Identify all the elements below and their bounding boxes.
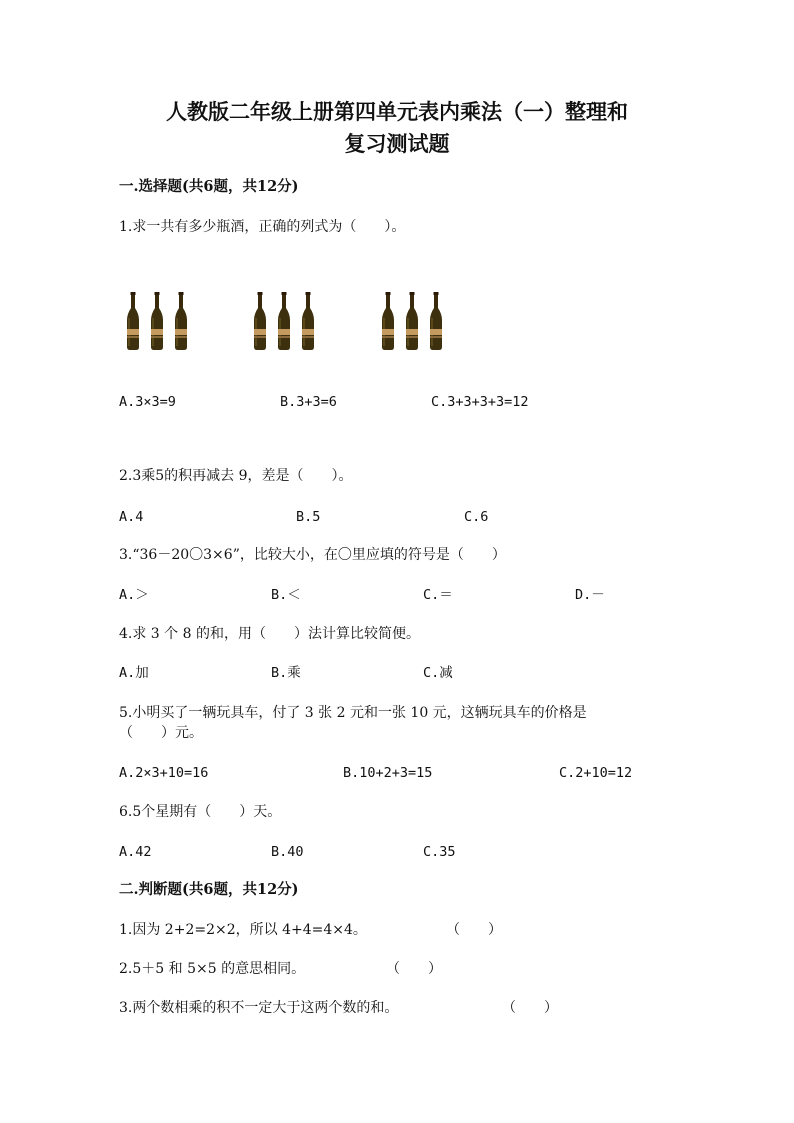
bottle-group-1: [124, 292, 190, 350]
wine-bottle-icon: [299, 292, 317, 350]
question-4-stem: 4.求 3 个 8 的和，用（ ）法计算比较简便。: [119, 626, 420, 642]
judge-3-stem: 3.两个数相乘的积不一定大于这两个数的和。: [119, 1000, 399, 1016]
wine-bottle-icon: [427, 292, 445, 350]
question-1-option-b: B.3+3=6: [280, 394, 337, 410]
judge-2-blank: （ ）: [386, 961, 442, 977]
section-heading-choice: 一.选择题(共6题，共12分): [119, 178, 299, 195]
question-3-option-d: D.－: [575, 587, 605, 603]
section-heading-judge: 二.判断题(共6题，共12分): [119, 881, 299, 898]
wine-bottle-icon: [403, 292, 421, 350]
judge-1-stem: 1.因为 2+2=2×2，所以 4+4=4×4。: [119, 922, 367, 938]
question-1-stem: 1.求一共有多少瓶酒，正确的列式为（ ）。: [119, 219, 406, 235]
question-5-stem-line-2: （ ）元。: [119, 725, 203, 741]
question-3-option-c: C.＝: [423, 587, 453, 603]
question-6-option-b: B.40: [271, 844, 304, 860]
question-2-stem: 2.3乘5的积再减去 9，差是（ ）。: [119, 468, 353, 484]
question-2-option-b: B.5: [296, 509, 321, 525]
question-4-option-c: C.减: [423, 665, 453, 681]
question-1-option-a: A.3×3=9: [119, 394, 176, 410]
question-6-option-c: C.35: [423, 844, 456, 860]
wine-bottle-icon: [275, 292, 293, 350]
page-title: [0, 96, 794, 160]
question-3-stem: 3.“36－20〇3×6”，比较大小，在〇里应填的符号是（ ）: [119, 547, 506, 563]
question-2-option-a: A.4: [119, 509, 144, 525]
title-line-1: 人教版二年级上册第四单元表内乘法（一）整理和: [166, 99, 628, 124]
question-2-option-c: C.6: [464, 509, 489, 525]
question-5-option-a: A.2×3+10=16: [119, 765, 209, 781]
question-6-option-a: A.42: [119, 844, 152, 860]
question-3-option-b: B.＜: [271, 587, 301, 603]
wine-bottle-icon: [251, 292, 269, 350]
judge-2-stem: 2.5＋5 和 5×5 的意思相同。: [119, 961, 306, 977]
wine-bottle-icon: [379, 292, 397, 350]
question-4-option-b: B.乘: [271, 665, 301, 681]
question-3-option-a: A.＞: [119, 587, 149, 603]
question-5-option-b: B.10+2+3=15: [343, 765, 433, 781]
bottle-group-3: [379, 292, 445, 350]
question-1-option-c: C.3+3+3+3=12: [431, 394, 529, 410]
question-6-stem: 6.5个星期有（ ）天。: [119, 804, 282, 820]
title-line-2: 复习测试题: [344, 131, 450, 156]
wine-bottle-icon: [148, 292, 166, 350]
wine-bottle-icon: [124, 292, 142, 350]
bottle-group-2: [251, 292, 317, 350]
question-5-option-c: C.2+10=12: [559, 765, 633, 781]
question-4-option-a: A.加: [119, 665, 149, 681]
question-5-stem: 5.小明买了一辆玩具车，付了 3 张 2 元和一张 10 元，这辆玩具车的价格是: [119, 705, 587, 721]
wine-bottle-icon: [172, 292, 190, 350]
judge-3-blank: （ ）: [502, 1000, 558, 1016]
judge-1-blank: （ ）: [446, 922, 502, 938]
